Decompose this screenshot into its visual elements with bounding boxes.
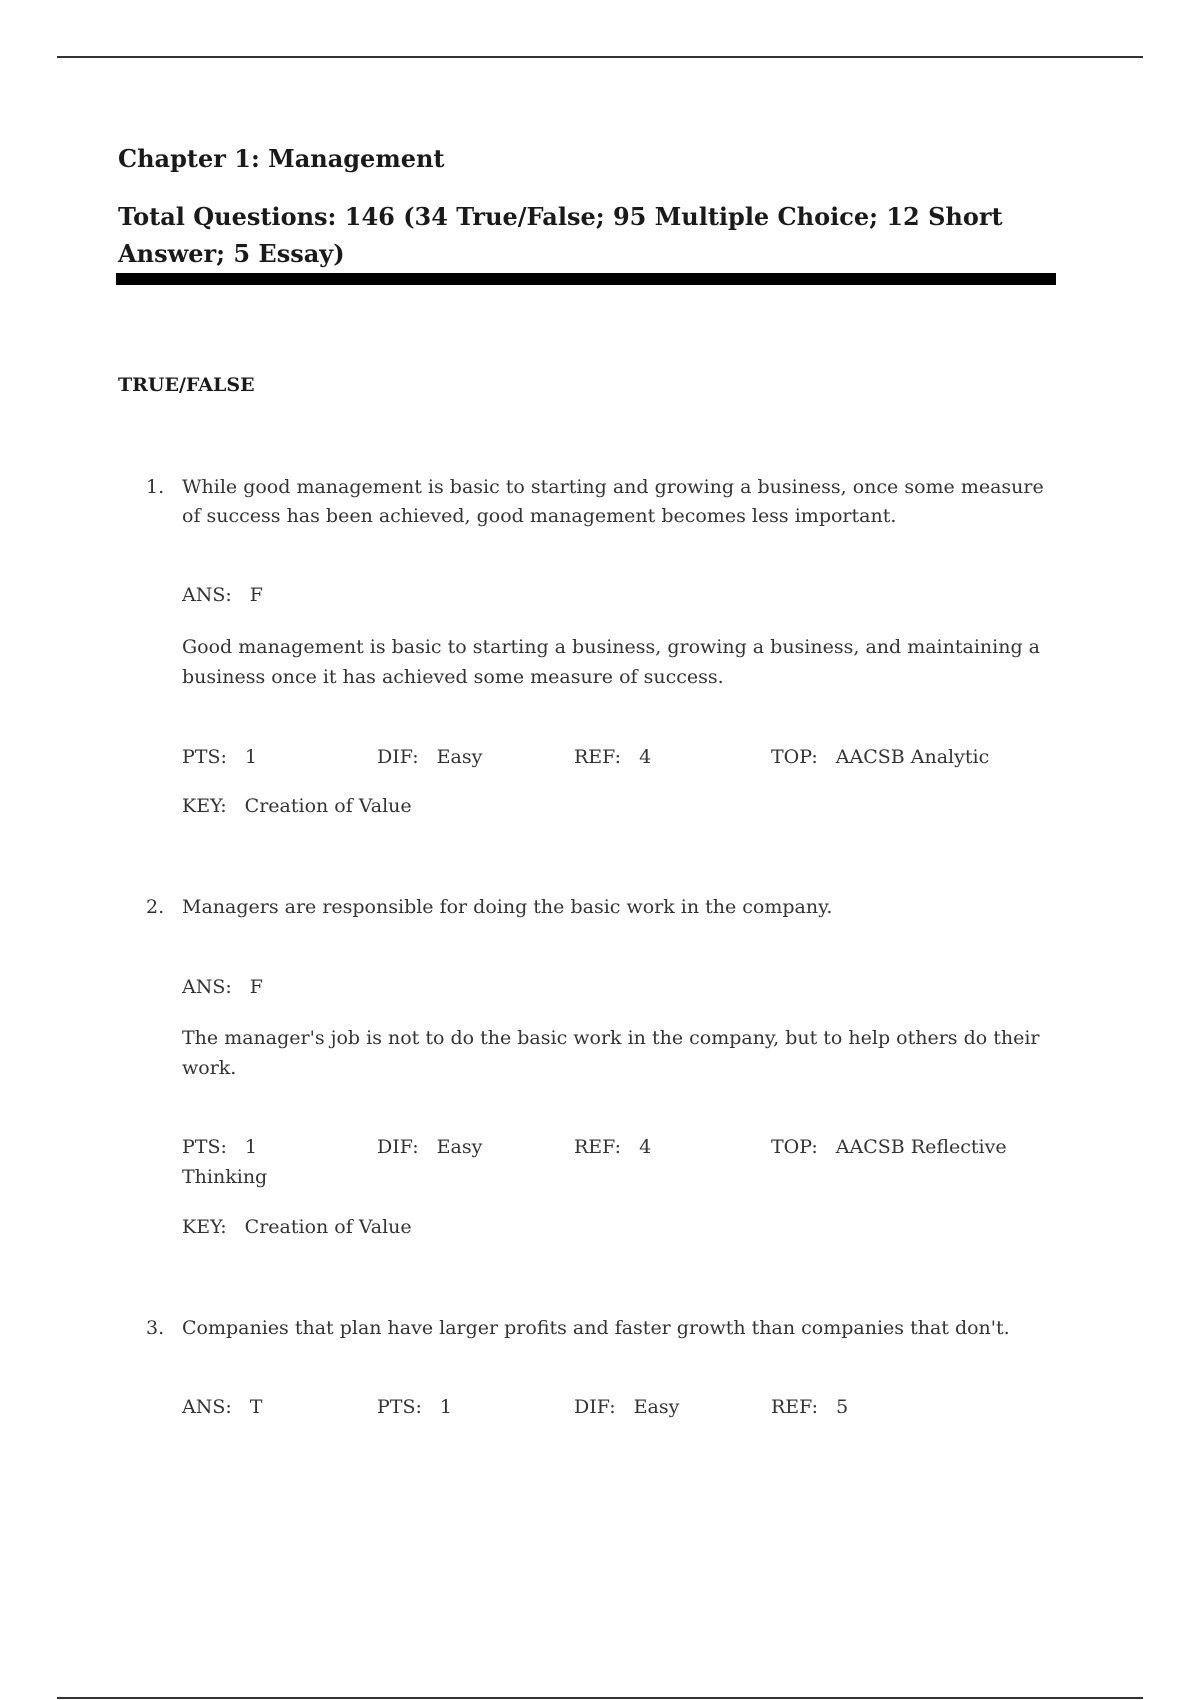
ref-value: 5 <box>836 1396 849 1418</box>
ans-label: ANS: <box>182 976 232 998</box>
key-field <box>182 1213 412 1242</box>
explanation: The manager's job is not to do the basic work in the company, but to help others do their work. <box>182 1027 1040 1079</box>
answer-line <box>182 581 263 610</box>
pts-label: PTS: <box>182 1136 227 1158</box>
header-divider <box>116 273 1056 285</box>
top-continuation: Thinking <box>182 1166 268 1188</box>
pts-value: 1 <box>439 1396 452 1418</box>
ans-label: ANS: <box>182 584 232 606</box>
ans-label: ANS: <box>182 1396 232 1418</box>
dif-field <box>377 1133 482 1162</box>
ans-value: F <box>249 584 263 606</box>
ref-label: REF: <box>574 1136 622 1158</box>
question-text: Companies that plan have larger profits and faster growth than companies that don't. <box>182 1317 1010 1339</box>
pts-field <box>182 743 257 772</box>
key-label: KEY: <box>182 1216 227 1238</box>
ref-value: 4 <box>639 1136 652 1158</box>
question-number: 1. <box>146 476 165 498</box>
dif-value: Easy <box>436 746 483 768</box>
ref-value: 4 <box>639 746 652 768</box>
ref-field <box>771 1393 848 1422</box>
question-number: 3. <box>146 1317 165 1339</box>
bottom-rule <box>57 1697 1143 1699</box>
ref-label: REF: <box>574 746 622 768</box>
pts-label: PTS: <box>182 746 227 768</box>
ans-value: F <box>249 976 263 998</box>
dif-label: DIF: <box>377 1136 419 1158</box>
top-field <box>771 1133 1007 1162</box>
top-value: AACSB Analytic <box>835 746 990 768</box>
dif-label: DIF: <box>574 1396 616 1418</box>
top-value: AACSB Reflective <box>835 1136 1007 1158</box>
chapter-title: Chapter 1: Management <box>118 144 445 173</box>
pts-value: 1 <box>244 746 257 768</box>
top-label: TOP: <box>771 746 818 768</box>
top-field <box>771 743 989 772</box>
dif-label: DIF: <box>377 746 419 768</box>
pts-label: PTS: <box>377 1396 422 1418</box>
ref-field <box>574 743 651 772</box>
pts-field <box>377 1393 452 1422</box>
section-heading: TRUE/FALSE <box>118 374 255 396</box>
pts-field <box>182 1133 257 1162</box>
top-label: TOP: <box>771 1136 818 1158</box>
top-rule <box>57 56 1143 58</box>
ref-label: REF: <box>771 1396 819 1418</box>
total-questions: Total Questions: 146 (34 True/False; 95 Multiple Choice; 12 Short Answer; 5 Essay) <box>118 202 1003 268</box>
question-text: While good management is basic to starting and growing a business, once some measure of success has been achieved, good management becomes less important. <box>182 476 1044 527</box>
dif-field <box>377 743 482 772</box>
explanation: Good management is basic to starting a business, growing a business, and maintaining a business once it has achieved some measure of success. <box>182 636 1040 688</box>
pts-value: 1 <box>244 1136 257 1158</box>
dif-field <box>574 1393 679 1422</box>
question-number: 2. <box>146 896 165 918</box>
ans-value: T <box>249 1396 263 1418</box>
ans-field <box>182 1393 262 1422</box>
key-field <box>182 792 412 821</box>
key-value: Creation of Value <box>244 795 412 817</box>
ref-field <box>574 1133 651 1162</box>
key-label: KEY: <box>182 795 227 817</box>
key-value: Creation of Value <box>244 1216 412 1238</box>
question-text: Managers are responsible for doing the basic work in the company. <box>182 896 833 918</box>
answer-line <box>182 973 263 1002</box>
dif-value: Easy <box>633 1396 680 1418</box>
dif-value: Easy <box>436 1136 483 1158</box>
